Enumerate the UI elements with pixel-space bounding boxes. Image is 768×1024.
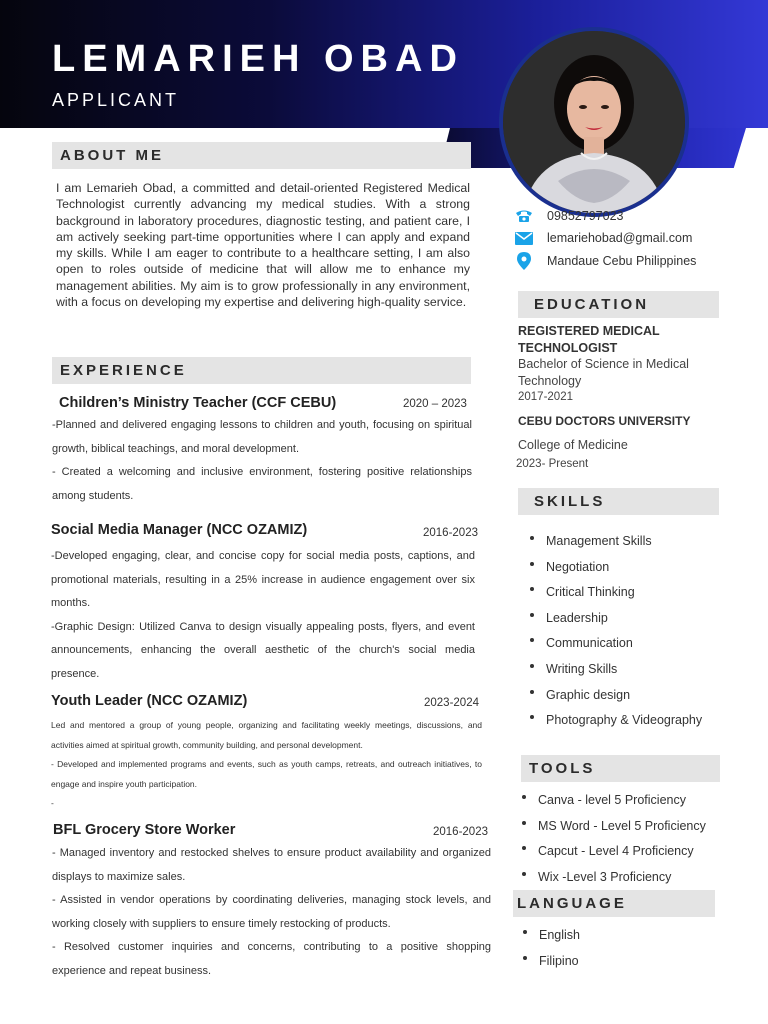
education-college: College of Medicine xyxy=(518,438,628,452)
experience-section-title: EXPERIENCE xyxy=(52,357,471,384)
list-item: Graphic design xyxy=(530,683,702,709)
portrait-image xyxy=(503,31,685,213)
job-date: 2020 – 2023 xyxy=(403,398,467,410)
job-title: Children’s Ministry Teacher (CCF CEBU) xyxy=(59,395,337,411)
applicant-role: APPLICANT xyxy=(52,90,180,110)
job-description: -Planned and delivered engaging lessons to children and youth, focusing on spiritual growth, biblical teachings, and moral development. - Created a welcoming and inclusive environment, fostering positive relationships among students. xyxy=(52,419,472,502)
job-description: Led and mentored a group of young people, organizing and facilitating weekly meetings, discussions, and activities aimed at spiritual growth, community building, and personal development. - Developed and implemented programs and events, such as youth camps, retreats, and outreach initiatives, to engage and inspire youth participation. - xyxy=(51,720,482,808)
about-text: I am Lemarieh Obad, a committed and detail-oriented Registered Medical Technologist currently advancing my medical studies. With a strong background in laboratory procedures, diagnostic testing, and patient care, I am actively seeking part-time opportunities where I can apply and expand my skills. While I am eager to contribute to a healthcare setting, I am also open to roles outside of medicine that will allow me to enhance my management abilities. My aim is to grow professionally in any environment, with a focus on developing my expertise and delivering high-quality service. xyxy=(56,181,470,310)
list-item: Capcut - Level 4 Proficiency xyxy=(522,839,706,865)
job-description: -Developed engaging, clear, and concise copy for social media posts, captions, and promotional materials, resulting in a 25% increase in audience engagement over six months. -Graphic Design: Utilized Canva to design visually appealing posts, flyers, and event announcements, enhancing the overall aesthetic of the church's social media presence. xyxy=(51,550,475,680)
list-item: MS Word - Level 5 Proficiency xyxy=(522,814,706,840)
list-item: Writing Skills xyxy=(530,657,702,683)
job-title: BFL Grocery Store Worker xyxy=(53,822,236,838)
about-section-title: ABOUT ME xyxy=(52,142,471,169)
list-item: Communication xyxy=(530,631,702,657)
contact-location xyxy=(514,251,696,271)
list-item: Photography & Videography xyxy=(530,708,702,734)
list-item: Filipino xyxy=(523,949,580,975)
education-school: CEBU DOCTORS UNIVERSITY xyxy=(518,414,691,428)
list-item: Leadership xyxy=(530,606,702,632)
location-text: Mandaue Cebu Philippines xyxy=(547,254,697,268)
education-section-title: EDUCATION xyxy=(518,291,719,318)
list-item: Critical Thinking xyxy=(530,580,702,606)
profile-photo xyxy=(499,27,689,217)
applicant-name: LEMARIEH OBAD xyxy=(52,38,464,80)
language-list xyxy=(523,923,580,974)
education-credential: REGISTERED MEDICAL TECHNOLOGIST xyxy=(518,324,660,355)
list-item: Negotiation xyxy=(530,555,702,581)
education-degree-years: 2017-2021 xyxy=(518,391,573,403)
job-date: 2016-2023 xyxy=(423,527,478,539)
location-pin-icon xyxy=(514,253,534,269)
education-degree: Bachelor of Science in Medical Technology xyxy=(518,357,689,388)
list-item: Management Skills xyxy=(530,529,702,555)
contact-email xyxy=(514,228,692,248)
list-item: Wix -Level 3 Proficiency xyxy=(522,865,706,891)
email-address[interactable]: lemariehobad@gmail.com xyxy=(547,231,693,245)
phone-number: 09852797023 xyxy=(547,209,624,223)
skills-section-title: SKILLS xyxy=(518,488,719,515)
tools-list xyxy=(522,788,706,890)
skills-list xyxy=(530,529,702,734)
tools-section-title: TOOLS xyxy=(521,755,720,782)
language-section-title: LANGUAGE xyxy=(513,890,715,917)
job-title: Social Media Manager (NCC OZAMIZ) xyxy=(51,522,308,538)
job-date: 2016-2023 xyxy=(433,826,488,838)
job-date: 2023-2024 xyxy=(424,697,479,709)
contact-phone xyxy=(514,206,623,226)
job-description: - Managed inventory and restocked shelves to ensure product availability and organized displays to maximize sales. - Assisted in vendor operations by coordinating deliveries, managing stock levels, and working closely with suppliers to ensure timely restocking of products. - Resolved customer inquiries and concerns, contributing to a positive shopping experience and repeat business. xyxy=(52,847,491,977)
email-icon xyxy=(514,230,534,246)
phone-icon xyxy=(514,208,534,224)
job-title: Youth Leader (NCC OZAMIZ) xyxy=(51,693,248,709)
list-item: Canva - level 5 Proficiency xyxy=(522,788,706,814)
education-college-years: 2023- Present xyxy=(516,458,589,470)
list-item: English xyxy=(523,923,580,949)
